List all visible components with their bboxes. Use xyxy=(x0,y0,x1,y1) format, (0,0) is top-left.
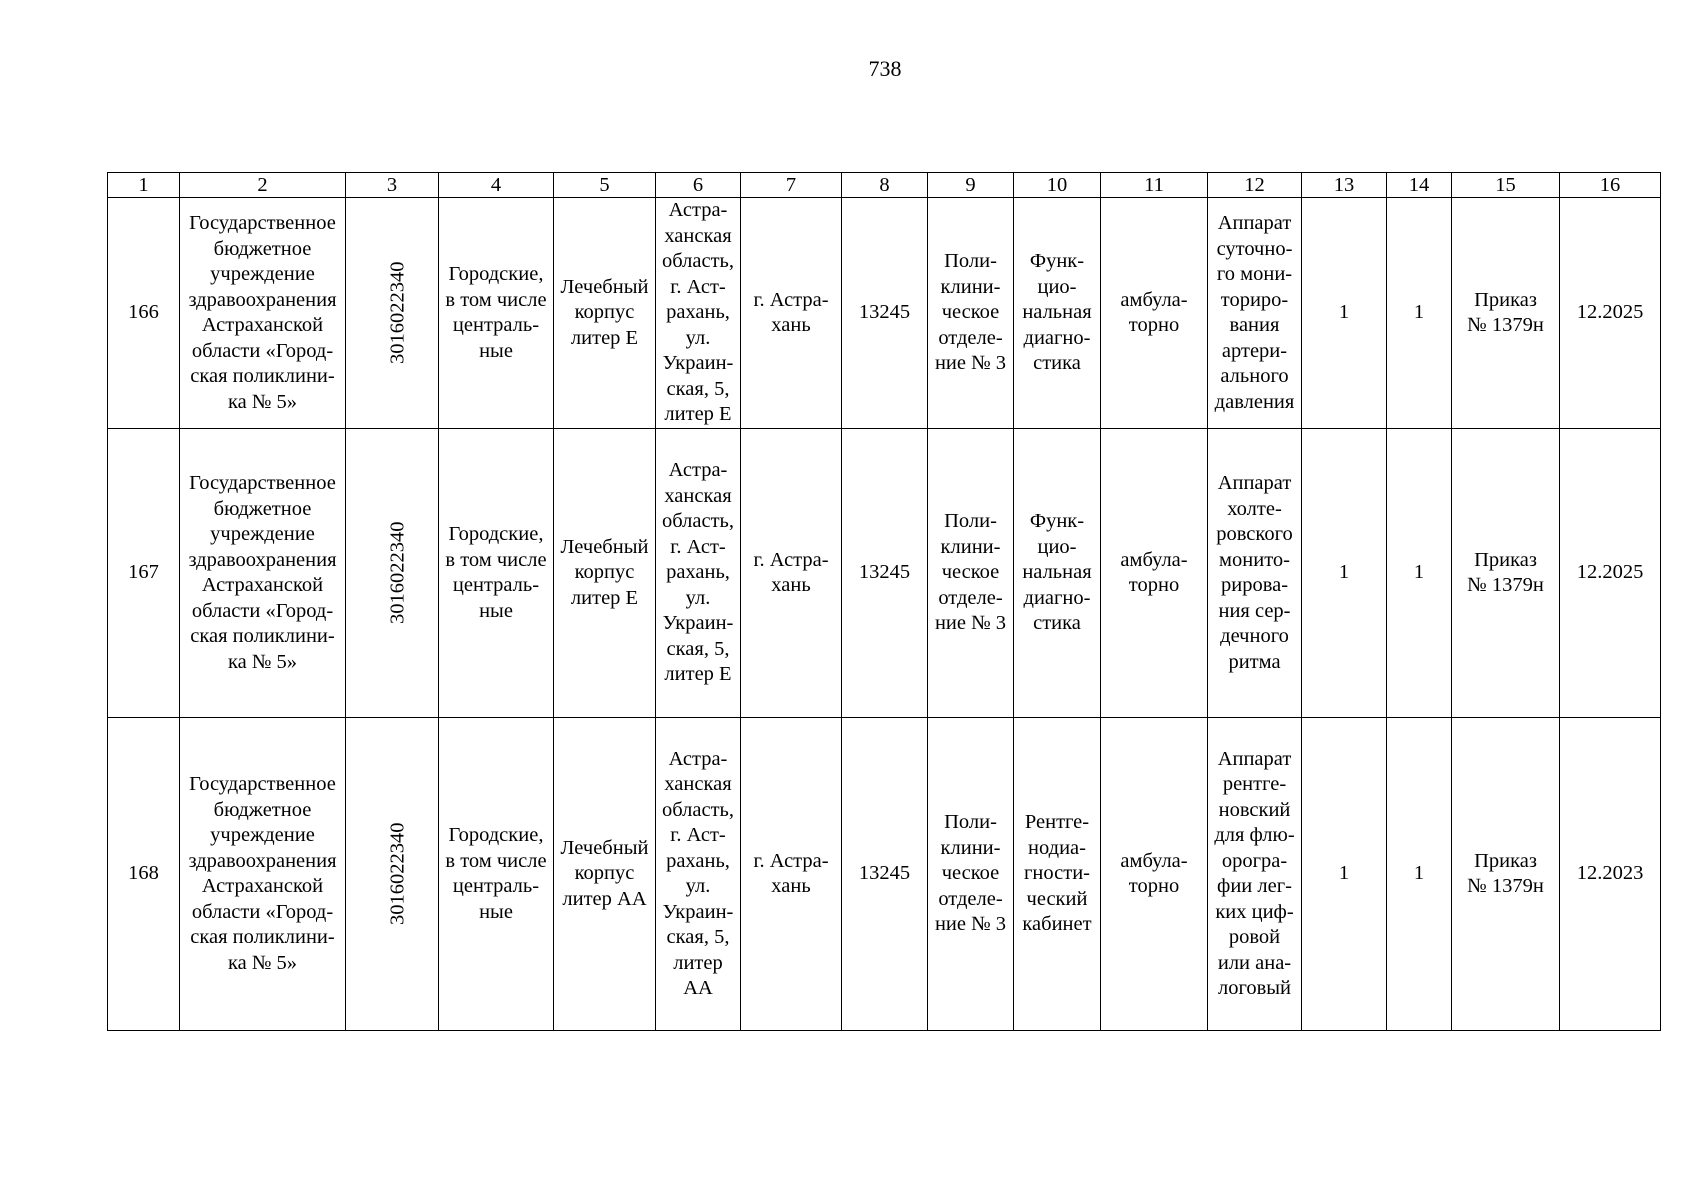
address-cell xyxy=(656,198,741,429)
date-cell: 12.2023 xyxy=(1560,718,1661,1031)
inn-text: 3016022340 xyxy=(386,261,409,365)
header-cell: 5 xyxy=(554,173,656,198)
table-header-row xyxy=(108,173,1661,198)
header-cell: 3 xyxy=(346,173,439,198)
unit-cell xyxy=(1014,198,1101,429)
department-text: Поли- клини- ческое отделе- ние № 3 xyxy=(934,250,1007,375)
organization-text: Государственное бюджетное учреждение здравоохранения Астраханской области «Город- ская поликлини- ка № 5» xyxy=(188,472,337,673)
care-mode-text: амбула- торно xyxy=(1120,548,1188,596)
equipment-cell xyxy=(1208,429,1302,718)
unit-text: Функ- цио- нальная диагно- стика xyxy=(1022,510,1092,635)
quantity-cell: 1 xyxy=(1387,429,1452,718)
address-text: Астра- ханская область, г. Аст- рахань, ул. Украин- ская, 5, литер Е xyxy=(661,459,735,686)
row-number-cell: 168 xyxy=(108,718,180,1031)
care-mode-text: амбула- торно xyxy=(1120,849,1188,897)
order-cell xyxy=(1452,198,1560,429)
header-cell: 2 xyxy=(180,173,346,198)
care-mode-cell xyxy=(1101,198,1208,429)
address-cell xyxy=(656,429,741,718)
city-cell xyxy=(741,718,842,1031)
header-cell: 12 xyxy=(1208,173,1302,198)
inn-text: 3016022340 xyxy=(386,521,409,625)
building-text: Лечебный корпус литер АА xyxy=(560,836,649,910)
quantity-cell: 1 xyxy=(1302,429,1387,718)
organization-cell xyxy=(180,718,346,1031)
code-cell: 13245 xyxy=(842,198,928,429)
building-cell xyxy=(554,718,656,1031)
header-cell: 16 xyxy=(1560,173,1661,198)
equipment-cell xyxy=(1208,718,1302,1031)
registry-table xyxy=(107,172,1661,1031)
table-row xyxy=(108,429,1661,718)
unit-cell xyxy=(1014,718,1101,1031)
order-cell xyxy=(1452,429,1560,718)
organization-text: Государственное бюджетное учреждение здравоохранения Астраханской области «Город- ская поликлини- ка № 5» xyxy=(188,212,337,413)
table-row xyxy=(108,718,1661,1031)
care-mode-cell xyxy=(1101,718,1208,1031)
department-text: Поли- клини- ческое отделе- ние № 3 xyxy=(934,510,1007,635)
department-cell xyxy=(928,198,1014,429)
building-cell xyxy=(554,429,656,718)
care-mode-cell xyxy=(1101,429,1208,718)
inn-cell xyxy=(346,429,439,718)
row-number-cell: 166 xyxy=(108,198,180,429)
city-cell xyxy=(741,198,842,429)
header-cell: 7 xyxy=(741,173,842,198)
order-cell xyxy=(1452,718,1560,1031)
unit-text: Функ- цио- нальная диагно- стика xyxy=(1022,250,1092,375)
equipment-text: Аппарат суточно- го мони- ториро- вания артери- ального давления xyxy=(1214,212,1295,413)
quantity-cell: 1 xyxy=(1302,198,1387,429)
department-cell xyxy=(928,718,1014,1031)
address-text: Астра- ханская область, г. Аст- рахань, ул. Украин- ская, 5, литер Е xyxy=(661,199,735,426)
order-text: Приказ № 1379н xyxy=(1467,548,1544,596)
type-text: Городские, в том числе централь- ные xyxy=(445,523,547,622)
header-cell: 14 xyxy=(1387,173,1452,198)
care-mode-text: амбула- торно xyxy=(1120,288,1188,336)
organization-cell xyxy=(180,429,346,718)
inn-text: 3016022340 xyxy=(386,822,409,926)
date-cell: 12.2025 xyxy=(1560,429,1661,718)
header-cell: 15 xyxy=(1452,173,1560,198)
organization-cell xyxy=(180,198,346,429)
equipment-cell xyxy=(1208,198,1302,429)
header-cell: 6 xyxy=(656,173,741,198)
city-cell xyxy=(741,429,842,718)
header-cell: 1 xyxy=(108,173,180,198)
type-cell xyxy=(439,429,554,718)
type-cell xyxy=(439,198,554,429)
department-cell xyxy=(928,429,1014,718)
equipment-text: Аппарат рентге- новский для флю- орогра- фии лег- ких циф- ровой или ана- логовый xyxy=(1214,747,1295,999)
unit-cell xyxy=(1014,429,1101,718)
header-cell: 13 xyxy=(1302,173,1387,198)
quantity-cell: 1 xyxy=(1387,718,1452,1031)
building-text: Лечебный корпус литер Е xyxy=(560,275,649,349)
code-cell: 13245 xyxy=(842,718,928,1031)
header-cell: 8 xyxy=(842,173,928,198)
quantity-cell: 1 xyxy=(1387,198,1452,429)
inn-cell xyxy=(346,198,439,429)
date-cell: 12.2025 xyxy=(1560,198,1661,429)
inn-cell xyxy=(346,718,439,1031)
address-text: Астра- ханская область, г. Аст- рахань, ул. Украин- ская, 5, литер АА xyxy=(661,747,735,999)
code-cell: 13245 xyxy=(842,429,928,718)
equipment-text: Аппарат холте- ровского монито- рирова- ния сер- дечного ритма xyxy=(1216,472,1293,673)
quantity-cell: 1 xyxy=(1302,718,1387,1031)
building-cell xyxy=(554,198,656,429)
order-text: Приказ № 1379н xyxy=(1467,849,1544,897)
department-text: Поли- клини- ческое отделе- ние № 3 xyxy=(934,811,1007,936)
header-cell: 11 xyxy=(1101,173,1208,198)
header-cell: 4 xyxy=(439,173,554,198)
order-text: Приказ № 1379н xyxy=(1467,288,1544,336)
type-cell xyxy=(439,718,554,1031)
city-text: г. Астра- хань xyxy=(753,548,829,596)
header-cell: 10 xyxy=(1014,173,1101,198)
header-cell: 9 xyxy=(928,173,1014,198)
unit-text: Рентге- нодиа- гности- ческий кабинет xyxy=(1022,811,1092,936)
row-number-cell: 167 xyxy=(108,429,180,718)
city-text: г. Астра- хань xyxy=(753,849,829,897)
type-text: Городские, в том числе централь- ные xyxy=(445,824,547,923)
page-number: 738 xyxy=(868,56,902,81)
type-text: Городские, в том числе централь- ные xyxy=(445,263,547,362)
address-cell xyxy=(656,718,741,1031)
organization-text: Государственное бюджетное учреждение здравоохранения Астраханской области «Город- ская поликлини- ка № 5» xyxy=(188,773,337,974)
table-row xyxy=(108,198,1661,429)
city-text: г. Астра- хань xyxy=(753,288,829,336)
building-text: Лечебный корпус литер Е xyxy=(560,535,649,609)
